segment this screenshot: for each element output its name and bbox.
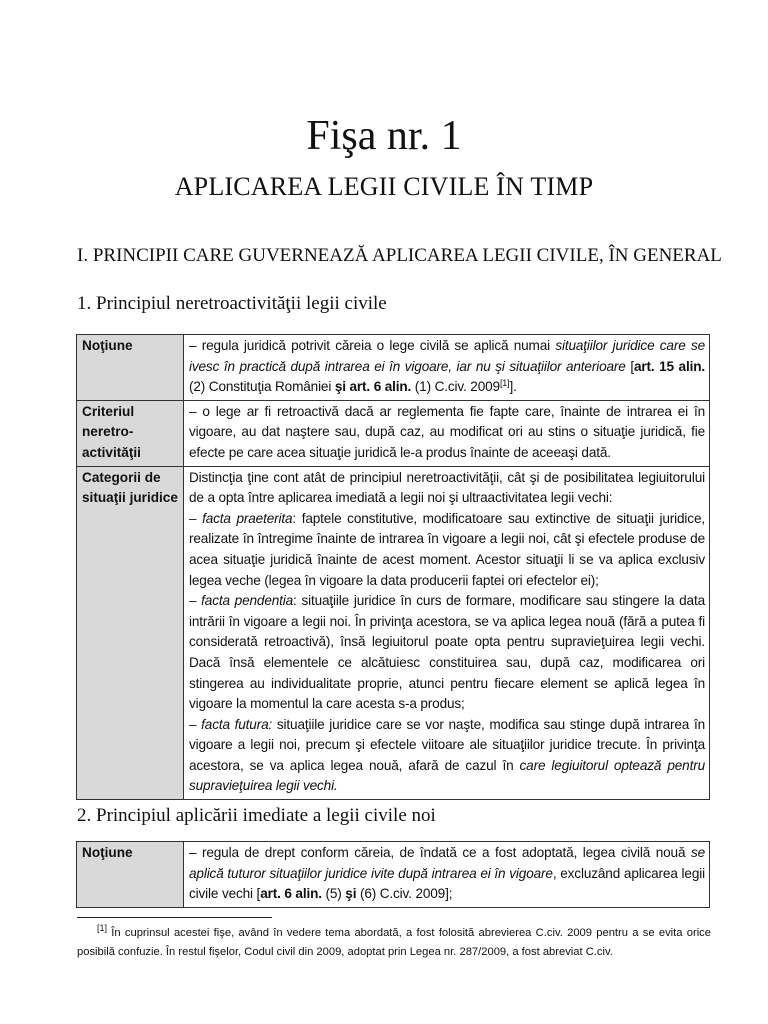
chapter-heading: I. PRINCIPII CARE GUVERNEAZĂ APLICAREA LEGII CIVILE, ÎN GENERAL: [77, 245, 722, 266]
table-row: [77, 400, 710, 466]
section-2-table: [76, 841, 710, 908]
row-body-categorii: [184, 466, 710, 800]
section-1-table: [76, 334, 710, 800]
page-subtitle: APLICAREA LEGII CIVILE ÎN TIMP: [174, 172, 594, 201]
footnote: [1] În cuprinsul acestei fişe, având în vedere tema abordată, a fost folosită abrevierea C.civ. 2009 pentru a se evita orice posibilă confuzie. În restul fişelor, Codul civil din 2009, adoptat prin Legea nr. 287/2009, a fost abreviat C.civ.: [77, 923, 711, 958]
facta-praeterita-item: – facta praeterita: faptele constitutive, modificatoare sau extinctive de situaţii juridice, realizate în întregime înainte de intrarea în vigoare a legii noi, cât şi efectele produse de acea situaţie juridică înainte de acest moment. Acestor situaţii li se va aplica exclusiv legea veche (legea în vigoare la data producerii faptei ori efectelor ei);: [189, 510, 705, 588]
footnote-reference[interactable]: [1]: [499, 378, 510, 389]
table-row: [77, 335, 710, 401]
section-1-heading: 1. Principiul neretroactivităţii legii civile: [77, 293, 387, 314]
facta-pendentia-item: – facta pendentia: situaţiile juridice în curs de formare, modificare sau stingere la data intrării în vigoare a legii noi. În privinţa acestora, se va aplica legea nouă (fără a putea fi considerată retroactivă), însă legiuitorul poate opta pentru supravieţuirea legii vechi. Dacă însă elementele ce alcătuiesc constituirea sau, după caz, modificarea ori stingerea au individualitate proprie, atunci pentru fiecare element se aplică legea în vigoare la momentul la care acesta s-a produs;: [189, 593, 705, 712]
categorii-intro: Distincţia ţine cont atât de principiul neretroactivităţii, cât şi de posibilitatea legiuitorului de a opta între aplicarea imediată a legii noi şi ultraactivitatea legii vechi:: [189, 469, 705, 506]
table-row: [77, 466, 710, 800]
section-2-heading: 2. Principiul aplicării imediate a legii civile noi: [77, 805, 436, 826]
row-body-notiune-2: – regula de drept conform căreia, de îndată ce a fost adoptată, legea civilă nouă se aplică tuturor situaţiilor juridice ivite după intrarea ei în vigoare, excluzând aplicarea legii civile vechi [art. 6 alin. (5) şi (6) C.civ. 2009];: [184, 842, 710, 908]
row-body-criteriul: – o lege ar fi retroactivă dacă ar reglementa fie fapte care, înainte de intrarea ei în vigoare, au dat naştere sau, după caz, au modificat ori au stins o situaţie juridică, fie efecte pe care acea situaţie juridică le-a produs înainte de aceeaşi dată.: [184, 400, 710, 466]
row-label-categorii: Categorii de situaţii juridice: [77, 466, 184, 800]
footnote-separator: [77, 917, 272, 918]
row-label-notiune: Noţiune: [77, 335, 184, 401]
table-row: [77, 842, 710, 908]
page-title: Fişa nr. 1: [306, 113, 462, 159]
footnote-mark: [1]: [97, 923, 108, 933]
row-label-criteriul: Criteriul neretro-activităţii: [77, 400, 184, 466]
facta-futura-item: – facta futura: situaţiile juridice care se vor naşte, modifica sau stinge după intrarea în vigoare a legii noi, precum şi efectele viitoare ale situaţiilor juridice trecute. În privinţa acestora, se va aplica legea nouă, afară de cazul în care legiuitorul optează pentru supravieţuirea legii vechi.: [189, 716, 706, 794]
row-body-notiune: – regula juridică potrivit căreia o lege civilă se aplică numai situaţiilor juridice care se ivesc în practică după intrarea ei în vigoare, iar nu şi situaţiilor anterioare [art. 15 alin. (2) Constituţia României şi art. 6 alin. (1) C.civ. 2009[1]].: [184, 335, 710, 401]
row-label-notiune-2: Noţiune: [77, 842, 184, 908]
